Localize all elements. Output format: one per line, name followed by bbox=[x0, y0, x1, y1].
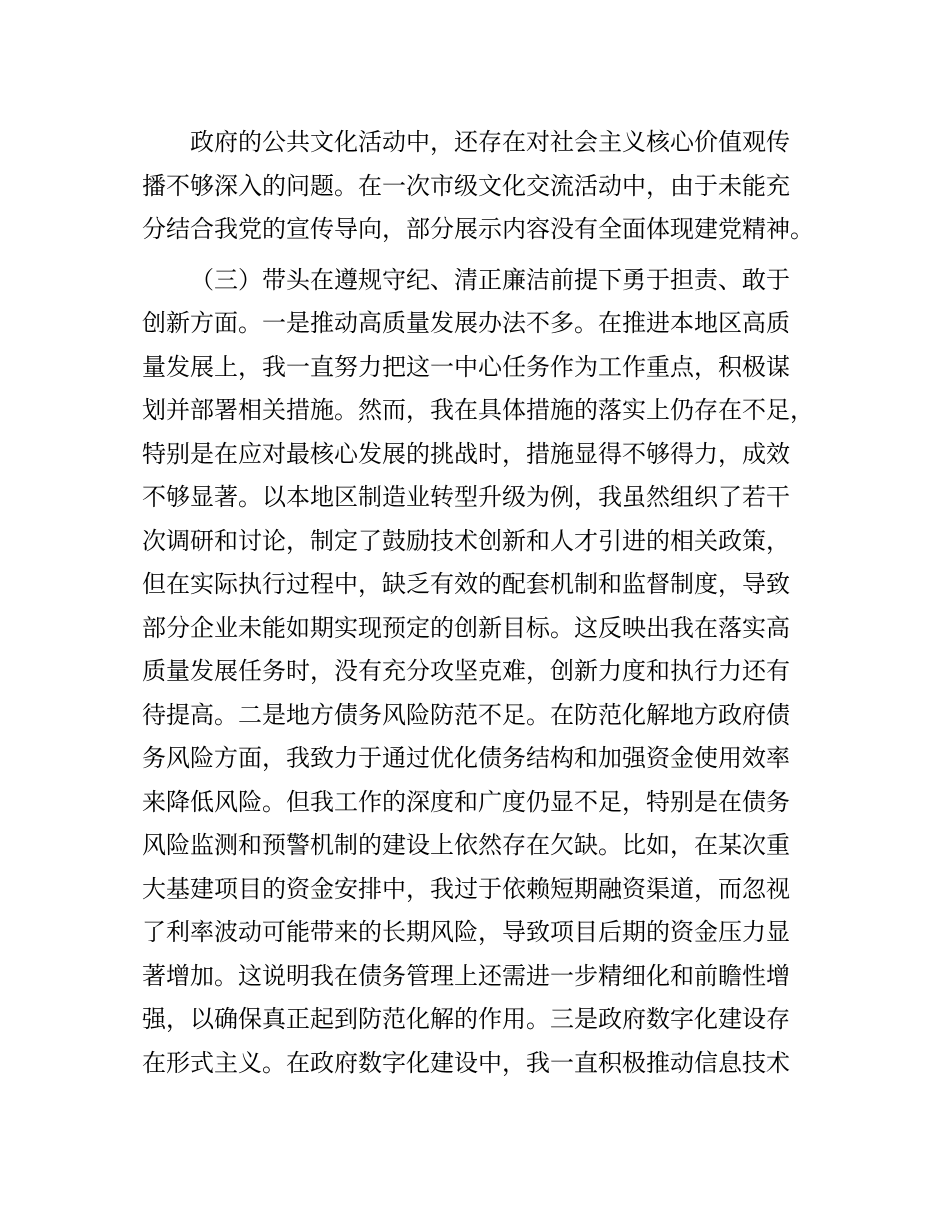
text-line: 强，以确保真正起到防范化解的作用。三是政府数字化建设存 bbox=[142, 1005, 790, 1033]
text-line: 量发展上，我一直努力把这一中心任务作为工作重点，积极谋 bbox=[142, 352, 790, 381]
text-line: 但在实际执行过程中，缺乏有效的配套机制和监督制度，导致 bbox=[142, 570, 790, 598]
text-line: （三）带头在遵规守纪、清正廉洁前提下勇于担责、敢于 bbox=[190, 265, 790, 294]
text-line: 大基建项目的资金安排中，我过于依赖短期融资渠道，而忽视 bbox=[142, 874, 790, 903]
text-line: 来降低风险。但我工作的深度和广度仍显不足，特别是在债务 bbox=[142, 787, 790, 816]
text-line: 务风险方面，我致力于通过优化债务结构和加强资金使用效率 bbox=[142, 744, 790, 772]
text-line: 政府的公共文化活动中，还存在对社会主义核心价值观传 bbox=[190, 128, 790, 156]
text-line: 待提高。二是地方债务风险防范不足。在防范化解地方政府债 bbox=[142, 700, 790, 729]
text-line: 创新方面。一是推动高质量发展办法不多。在推进本地区高质 bbox=[142, 309, 790, 337]
text-line: 划并部署相关措施。然而，我在具体措施的落实上仍存在不足， bbox=[142, 396, 814, 424]
text-line: 不够显著。以本地区制造业转型升级为例，我虽然组织了若干 bbox=[142, 483, 790, 511]
text-line: 部分企业未能如期实现预定的创新目标。这反映出我在落实高 bbox=[142, 613, 790, 642]
text-line: 在形式主义。在政府数字化建设中，我一直积极推动信息技术 bbox=[142, 1048, 790, 1077]
text-line: 特别是在应对最核心发展的挑战时，措施显得不够得力，成效 bbox=[142, 439, 790, 468]
paragraph-1 bbox=[142, 121, 832, 252]
text-line: 分结合我党的宣传导向，部分展示内容没有全面体现建党精神。 bbox=[142, 215, 814, 243]
paragraph-2 bbox=[142, 259, 832, 1086]
text-line: 了利率波动可能带来的长期风险，导致项目后期的资金压力显 bbox=[142, 918, 790, 946]
text-line: 次调研和讨论，制定了鼓励技术创新和人才引进的相关政策， bbox=[142, 526, 790, 555]
paragraph-gap bbox=[142, 252, 832, 259]
text-line: 播不够深入的问题。在一次市级文化交流活动中，由于未能充 bbox=[142, 171, 790, 200]
text-line: 著增加。这说明我在债务管理上还需进一步精细化和前瞻性增 bbox=[142, 961, 790, 990]
body-text bbox=[142, 121, 832, 1085]
text-line: 风险监测和预警机制的建设上依然存在欠缺。比如，在某次重 bbox=[142, 831, 790, 859]
text-line: 质量发展任务时，没有充分攻坚克难，创新力度和执行力还有 bbox=[142, 657, 790, 685]
